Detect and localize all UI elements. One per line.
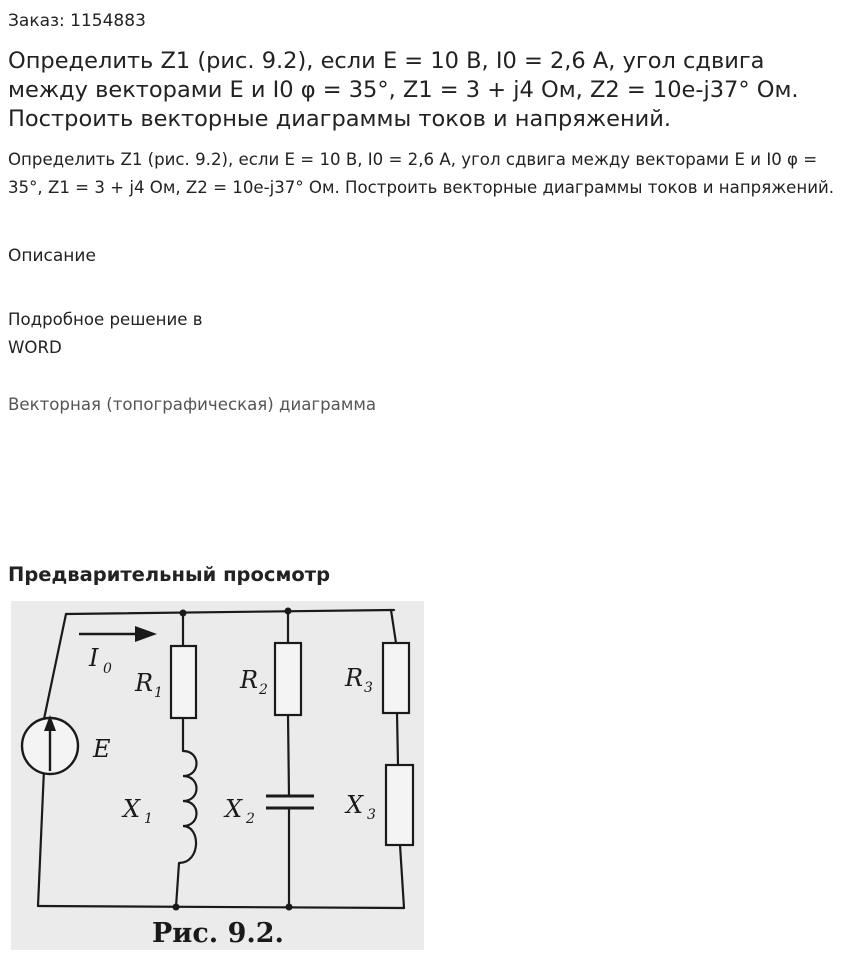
figure-caption: Рис. 9.2.	[152, 918, 284, 949]
order-number: Заказ: 1154883	[8, 11, 146, 31]
label-r2-sub: 2	[259, 682, 268, 698]
label-r2: R	[240, 666, 259, 694]
description-heading: Описание	[8, 246, 96, 266]
task-title: Определить Z1 (рис. 9.2), если E = 10 В, I0 = 2,6 А, угол сдвига между векторами E и I0 φ = 35°, Z1 = 3 + j4 Ом, Z2 = 10e-j37° Ом. Построить векторные диаграммы токов и напряжений.	[8, 48, 799, 132]
label-x1: X	[123, 795, 141, 823]
label-x1-sub: 1	[144, 811, 153, 827]
label-r1: R	[135, 669, 154, 697]
vector-diagram-link[interactable]: Векторная (топографическая) диаграмма	[8, 395, 377, 414]
label-r3-sub: 3	[364, 680, 373, 696]
label-i0-sub: 0	[103, 661, 112, 677]
label-r1-sub: 1	[154, 685, 163, 701]
label-x2: X	[225, 795, 243, 823]
label-x3-sub: 3	[367, 807, 376, 823]
solution-text-line1: Подробное решение в	[8, 310, 203, 329]
task-description: Определить Z1 (рис. 9.2), если E = 10 В, I0 = 2,6 А, угол сдвига между векторами E и I0 φ = 35°, Z1 = 3 + j4 Ом, Z2 = 10e-j37° Ом. Построить векторные диаграммы токов и напряжений.	[8, 150, 835, 197]
solution-text-line2: WORD	[8, 338, 62, 357]
preview-heading: Предварительный просмотр	[8, 563, 331, 586]
label-r3: R	[345, 664, 364, 692]
label-i0: I	[89, 644, 99, 672]
label-x2-sub: 2	[246, 811, 255, 827]
circuit-diagram	[11, 601, 424, 950]
label-x3: X	[346, 791, 364, 819]
circuit-preview-image	[11, 601, 424, 950]
label-e: E	[93, 735, 111, 763]
